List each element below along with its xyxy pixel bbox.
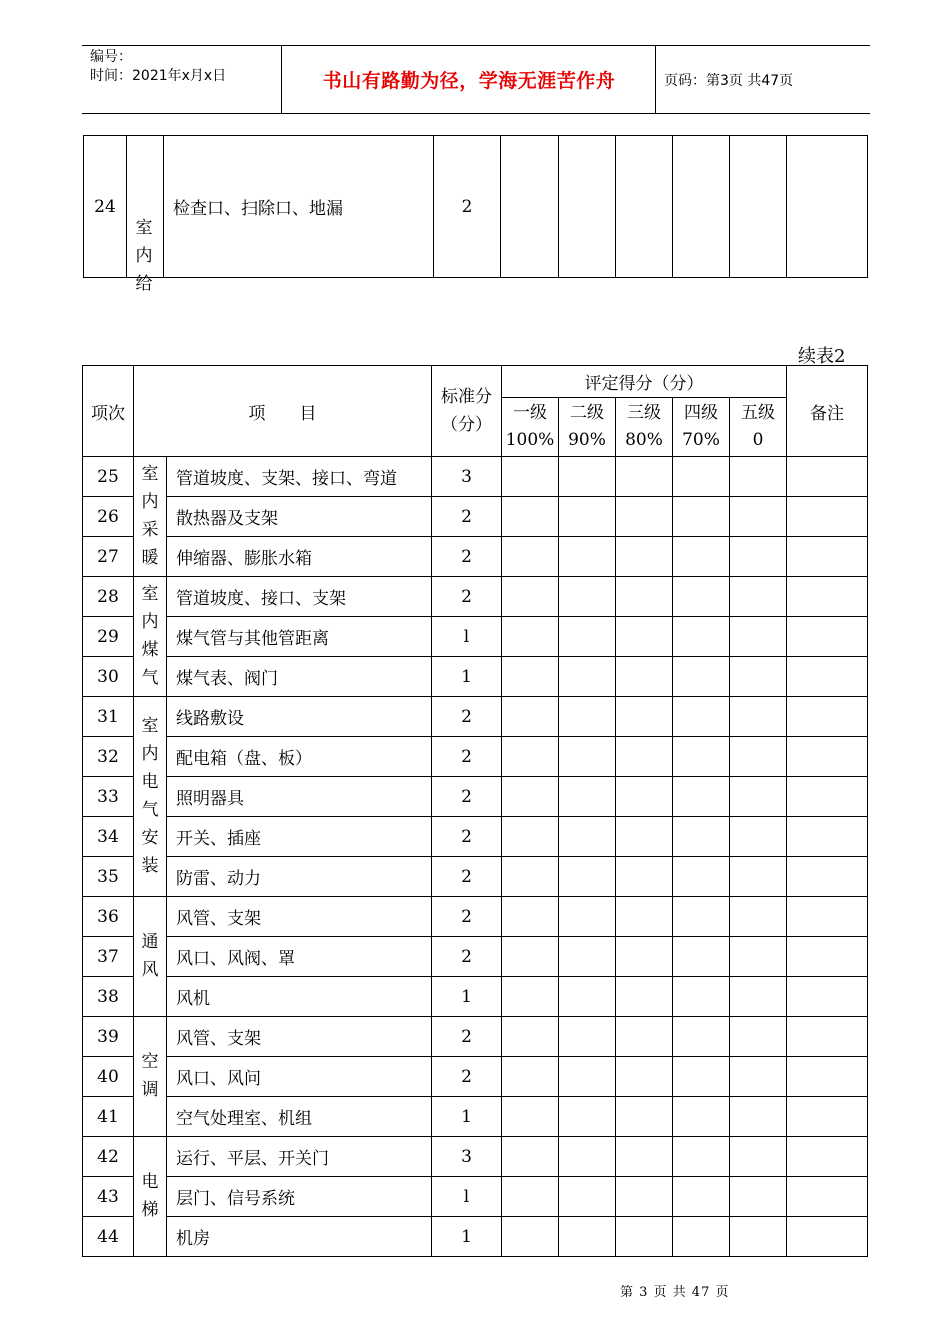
rating-cell [502,1137,559,1177]
row-no: 35 [83,857,134,897]
rating-cell [673,617,730,657]
rating-cell [673,1017,730,1057]
row-score: 1 [432,1217,502,1257]
table-row [83,977,868,1017]
rating-cell [673,657,730,697]
rating-cell [673,537,730,577]
level-name: 四级 [684,403,718,423]
remark-cell [787,577,868,617]
rating-cell [616,697,673,737]
carryover-table [83,135,868,278]
col-header-std-score [432,366,502,457]
row-no: 29 [83,617,134,657]
row-no: 44 [83,1217,134,1257]
rating-cell [673,777,730,817]
row-item: 风管、支架 [167,897,432,937]
category-label: 室内采暖 [141,464,159,568]
rating-cell [616,1217,673,1257]
row-no: 40 [83,1057,134,1097]
col-header-no: 项次 [83,366,134,457]
rating-cell [502,617,559,657]
remark-cell [787,697,868,737]
table-row [83,497,868,537]
row-item: 空气处理室、机组 [167,1097,432,1137]
rating-cell [502,1017,559,1057]
row-item: 检查口、扫除口、地漏 [164,136,434,278]
row-score: 2 [432,897,502,937]
rating-cell [559,977,616,1017]
rating-cell [616,577,673,617]
row-item: 管道坡度、接口、支架 [167,577,432,617]
rating-cell [502,1097,559,1137]
rating-cell [502,1217,559,1257]
remark-cell [787,1217,868,1257]
rating-cell [559,737,616,777]
row-item: 运行、平层、开关门 [167,1137,432,1177]
rating-cell [730,777,787,817]
table-row [83,537,868,577]
row-item: 风口、风问 [167,1057,432,1097]
remark-cell [787,857,868,897]
remark-cell [787,1177,868,1217]
rating-cell [502,497,559,537]
level-name: 二级 [570,403,604,423]
page-footer: 第 3 页 共 47 页 [620,1285,730,1300]
table-row [83,737,868,777]
row-score: l [432,617,502,657]
row-category [134,897,167,1017]
rating-cell [559,1137,616,1177]
row-no: 37 [83,937,134,977]
rating-cell [673,897,730,937]
row-item: 配电箱（盘、板） [167,737,432,777]
rating-cell [673,136,730,278]
table-row [83,1057,868,1097]
rating-cell [730,897,787,937]
row-item: 机房 [167,1217,432,1257]
rating-cell [673,1057,730,1097]
row-category [134,697,167,897]
rating-cell [673,1217,730,1257]
row-item: 防雷、动力 [167,857,432,897]
remark-cell [787,897,868,937]
rating-cell [673,697,730,737]
rating-cell [673,817,730,857]
rating-cell [502,937,559,977]
rating-cell [730,1017,787,1057]
rating-cell [673,937,730,977]
table-row [83,1217,868,1257]
category-label: 电梯 [141,1172,159,1220]
row-score: 3 [432,457,502,497]
rating-cell [502,697,559,737]
rating-cell [673,857,730,897]
rating-cell [730,1177,787,1217]
continued-label: 续表2 [798,346,846,367]
row-no: 41 [83,1097,134,1137]
col-header-rating-group: 评定得分（分） [502,366,787,398]
col-header-level [616,398,673,457]
row-item: 煤气管与其他管距离 [167,617,432,657]
level-name: 三级 [627,403,661,423]
remark-cell [787,1137,868,1177]
category-label: 空调 [141,1052,159,1100]
row-no: 24 [84,136,127,278]
rating-cell [616,857,673,897]
rating-cell [502,977,559,1017]
rating-cell [616,937,673,977]
row-no: 43 [83,1177,134,1217]
row-no: 39 [83,1017,134,1057]
header-row-1 [83,366,868,398]
remark-cell [787,136,868,278]
rating-cell [501,136,559,278]
rating-cell [559,897,616,937]
rating-cell [673,1137,730,1177]
rating-cell [730,977,787,1017]
rating-cell [559,1097,616,1137]
rating-cell [730,937,787,977]
row-no: 33 [83,777,134,817]
row-score: 2 [432,737,502,777]
remark-cell [787,1057,868,1097]
rating-cell [730,857,787,897]
row-category [134,1017,167,1137]
std-score-label: 标准分（分） [441,387,492,435]
remark-cell [787,977,868,1017]
carryover-row [84,136,868,278]
rating-cell [559,657,616,697]
col-header-level [559,398,616,457]
table-row [83,577,868,617]
header-page-label: 页码：第3页 共47页 [664,73,794,89]
rating-cell [616,737,673,777]
row-no: 34 [83,817,134,857]
rating-cell [673,1097,730,1137]
row-item: 煤气表、阀门 [167,657,432,697]
rating-cell [730,1137,787,1177]
carryover-category: 室内给 [135,218,153,294]
rating-cell [730,697,787,737]
table-row [83,1017,868,1057]
row-category [134,1137,167,1257]
row-item: 伸缩器、膨胀水箱 [167,537,432,577]
row-item: 照明器具 [167,777,432,817]
rating-cell [559,857,616,897]
rating-cell [730,817,787,857]
category-label: 室内煤气 [141,584,159,688]
level-name: 五级 [741,403,775,423]
rating-cell [559,817,616,857]
rating-cell [559,457,616,497]
header-motto: 书山有路勤为径，学海无涯苦作舟 [322,70,616,92]
level-percent: 70% [682,430,720,450]
table-row [83,897,868,937]
level-percent: 100% [505,430,555,450]
table-row [83,697,868,737]
rating-cell [559,497,616,537]
row-no: 26 [83,497,134,537]
table-row [83,1097,868,1137]
time-label: 时间：2021年x月x日 [90,68,227,84]
rating-cell [730,497,787,537]
rating-cell [673,977,730,1017]
rating-cell [730,457,787,497]
category-label: 室内电气安装 [141,716,159,876]
rating-cell [616,136,673,278]
row-score: 1 [432,977,502,1017]
rating-cell [559,577,616,617]
rating-cell [616,497,673,537]
rating-cell [730,136,787,278]
rating-cell [616,1177,673,1217]
row-no: 30 [83,657,134,697]
row-item: 风管、支架 [167,1017,432,1057]
row-item: 层门、信号系统 [167,1177,432,1217]
rating-cell [616,1057,673,1097]
remark-cell [787,497,868,537]
header-meta [90,48,226,86]
header-top-rule [82,45,870,46]
row-score: 2 [434,136,501,278]
rating-cell [502,657,559,697]
col-header-level [673,398,730,457]
rating-cell [616,537,673,577]
remark-cell [787,937,868,977]
rating-cell [502,857,559,897]
col-header-level [730,398,787,457]
rating-cell [559,777,616,817]
row-category [134,457,167,577]
remark-cell [787,777,868,817]
evaluation-table [82,365,868,1257]
table-row [83,1137,868,1177]
row-score: 2 [432,857,502,897]
rating-cell [559,537,616,577]
row-no: 36 [83,897,134,937]
rating-cell [673,737,730,777]
rating-cell [730,737,787,777]
row-item: 风口、风阀、罩 [167,937,432,977]
row-category [134,577,167,697]
row-no: 38 [83,977,134,1017]
table-row [83,937,868,977]
level-percent: 0 [752,430,764,450]
rating-cell [730,577,787,617]
rating-cell [502,537,559,577]
rating-cell [502,577,559,617]
rating-cell [616,1097,673,1137]
rating-cell [616,457,673,497]
rating-cell [673,577,730,617]
category-label: 通风 [141,932,159,980]
table-row [83,657,868,697]
rating-cell [559,1177,616,1217]
rating-cell [559,937,616,977]
row-score: 3 [432,1137,502,1177]
remark-cell [787,657,868,697]
table-row [83,857,868,897]
rating-cell [673,1177,730,1217]
row-score: 1 [432,657,502,697]
rating-cell [502,737,559,777]
rating-cell [730,537,787,577]
row-item: 管道坡度、支架、接口、弯道 [167,457,432,497]
row-item: 开关、插座 [167,817,432,857]
rating-cell [559,697,616,737]
row-no: 42 [83,1137,134,1177]
rating-cell [502,457,559,497]
rating-cell [559,1057,616,1097]
rating-cell [730,617,787,657]
rating-cell [616,897,673,937]
remark-cell [787,1097,868,1137]
row-score: l [432,1177,502,1217]
rating-cell [502,817,559,857]
table-row [83,777,868,817]
row-item: 线路敷设 [167,697,432,737]
row-score: 1 [432,1097,502,1137]
level-name: 一级 [513,403,547,423]
remark-cell [787,1017,868,1057]
rating-cell [616,1017,673,1057]
row-no: 28 [83,577,134,617]
header-bottom-rule [82,113,870,114]
rating-cell [673,497,730,537]
rating-cell [616,657,673,697]
rating-cell [730,1057,787,1097]
rating-cell [502,1177,559,1217]
col-header-remark: 备注 [787,366,868,457]
remark-cell [787,457,868,497]
row-score: 2 [432,817,502,857]
row-score: 2 [432,697,502,737]
row-no: 32 [83,737,134,777]
table-row [83,1177,868,1217]
row-item: 散热器及支架 [167,497,432,537]
rating-cell [502,777,559,817]
rating-cell [502,897,559,937]
rating-cell [616,777,673,817]
number-label: 编号： [90,49,132,65]
row-item: 风机 [167,977,432,1017]
rating-cell [616,1137,673,1177]
rating-cell [559,1017,616,1057]
row-score: 2 [432,1017,502,1057]
row-score: 2 [432,777,502,817]
row-no: 27 [83,537,134,577]
rating-cell [730,1097,787,1137]
col-header-level [502,398,559,457]
remark-cell [787,817,868,857]
table-row [83,457,868,497]
rating-cell [673,457,730,497]
row-score: 2 [432,577,502,617]
level-percent: 80% [625,430,663,450]
rating-cell [616,977,673,1017]
remark-cell [787,617,868,657]
remark-cell [787,537,868,577]
rating-cell [730,657,787,697]
rating-cell [502,1057,559,1097]
table-row [83,817,868,857]
rating-cell [730,1217,787,1257]
rating-cell [559,136,616,278]
rating-cell [616,617,673,657]
table-row [83,617,868,657]
row-score: 2 [432,497,502,537]
rating-cell [616,817,673,857]
col-header-item: 项 目 [134,366,432,457]
row-no: 25 [83,457,134,497]
row-score: 2 [432,937,502,977]
level-percent: 90% [568,430,606,450]
remark-cell [787,737,868,777]
rating-cell [559,617,616,657]
rating-cell [559,1217,616,1257]
row-no: 31 [83,697,134,737]
row-score: 2 [432,537,502,577]
row-score: 2 [432,1057,502,1097]
